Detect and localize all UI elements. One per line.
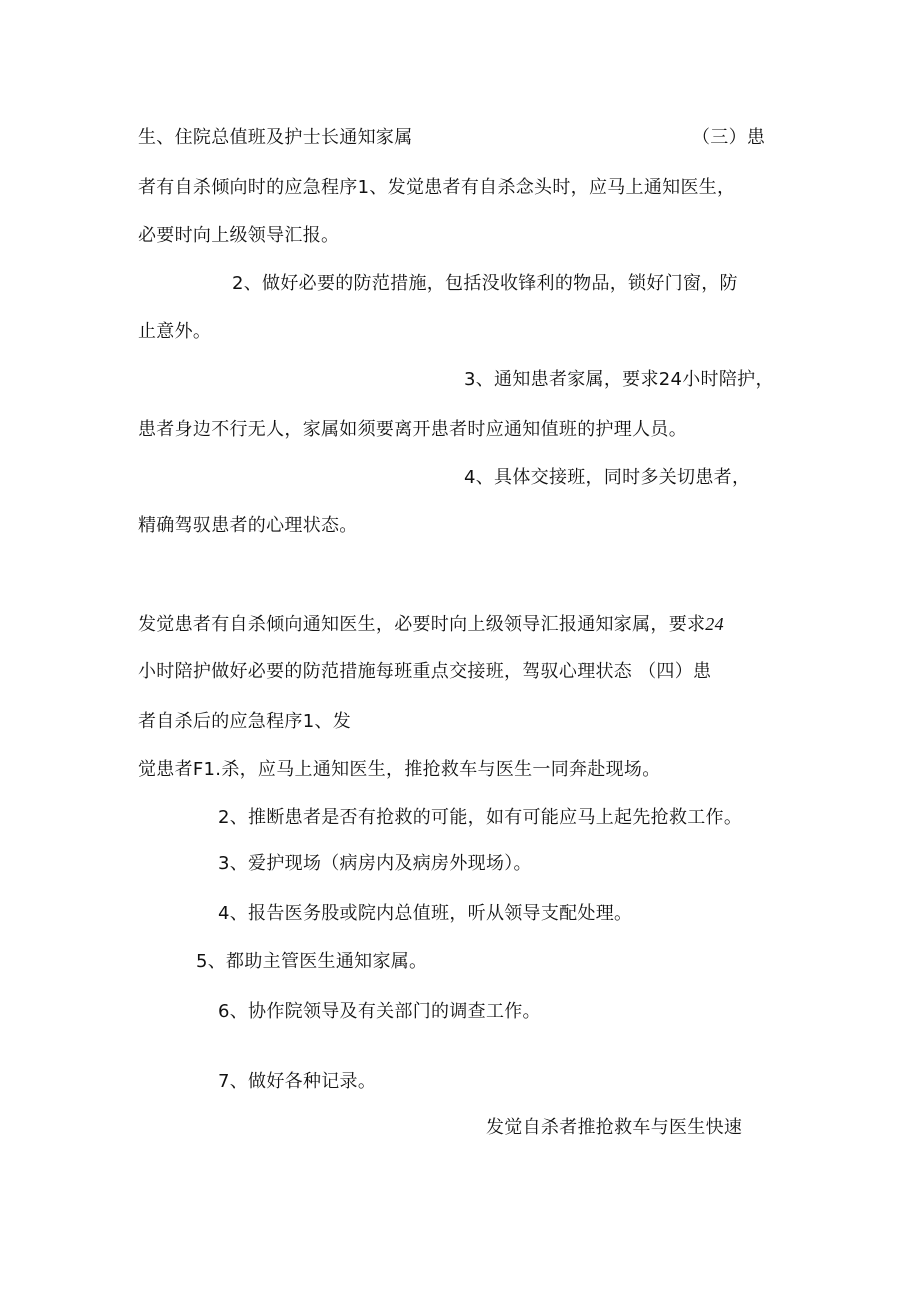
section4-item-6: 6、协作院领导及有关部门的调查工作。 [218, 1001, 541, 1022]
section4-item-5: 5、都助主管医生通知家属。 [196, 951, 428, 972]
section3-item4-line-1: 4、具体交接班，同时多关切患者， [464, 467, 751, 488]
section3-item3-line-1: 3、通知患者家属，要求24小时陪护， [464, 369, 774, 390]
section3-item2-line-1: 2、做好必要的防范措施，包括没收锋利的物品，锁好门窗，防 [232, 273, 738, 294]
flow-summary-line-2: 小时陪护做好必要的防范措施每班重点交接班，驾驭心理状态 （四）患 [138, 661, 712, 682]
flow-summary-line-3: 者自杀后的应急程序1、发 [138, 711, 352, 732]
section3-line-2: 者有自杀倾向时的应急程序1、发觉患者有自杀念头时，应马上通知医生， [138, 177, 736, 198]
section4-item-7: 7、做好各种记录。 [218, 1071, 377, 1092]
section4-item-2: 2、推断患者是否有抢救的可能，如有可能应马上起先抢救工作。 [218, 807, 743, 828]
section3-line-3: 必要时向上级领导汇报。 [138, 225, 340, 246]
section3-item3-line-2: 患者身边不行无人，家属如须要离开患者时应通知值班的护理人员。 [138, 419, 687, 440]
flow-summary-text: 发觉患者有自杀倾向通知医生，必要时向上级领导汇报通知家属，要求 [138, 614, 706, 635]
section4-item-1: 觉患者F1.杀，应马上通知医生，推抢救车与医生一同奔赴现场。 [138, 759, 661, 780]
flow-summary-line-1 [138, 612, 724, 637]
section3-item2-line-2: 止意外。 [138, 321, 212, 342]
section4-item-3: 3、爱护现场（病房内及病房外现场）。 [218, 853, 532, 874]
section3-line-1: 生、住院总值班及护士长通知家属 [138, 127, 413, 148]
section4-item-4: 4、报告医务股或院内总值班，听从领导支配处理。 [218, 903, 633, 924]
section3-heading-tail: （三）患 [692, 127, 766, 148]
flow-summary-number: 24 [705, 614, 724, 634]
footer-flow-fragment: 发觉自杀者推抢救车与医生快速 [486, 1117, 743, 1138]
section3-item4-line-2: 精确驾驭患者的心理状态。 [138, 515, 358, 536]
